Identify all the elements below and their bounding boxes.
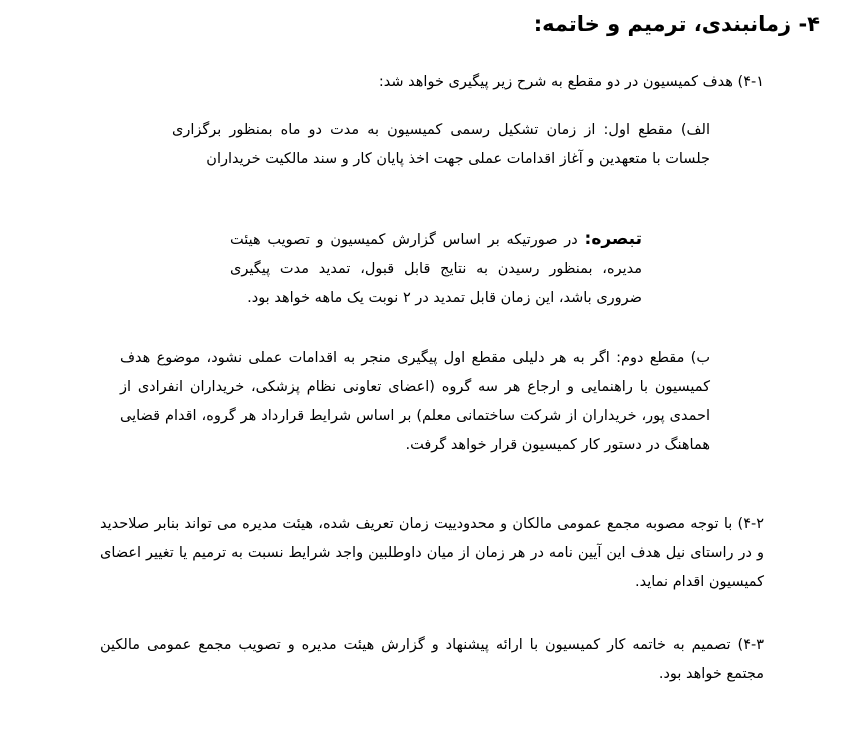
clause-phase-b: ب) مقطع دوم: اگر به هر دلیلی مقطع اول پیگیری منجر به اقدامات عملی نشود، موضوع هدف کمیسیون با راهنمایی و ارجاع هر سه گروه (اعضای تعاونی نظام پزشکی، خریداران انفرادی از احمدی پور، خریداران از شرکت ساختمانی معلم) بر اساس شرایط قرارداد هر گروه، اقدام قضایی هماهنگ در دستور کار کمیسیون قرار خواهد گرفت. xyxy=(120,350,710,453)
note-text: در صورتیکه بر اساس گزارش کمیسیون و تصویب هیئت مدیره، بمنظور رسیدن به نتایج قابل قبول، تمدید مدت پیگیری ضروری باشد، این زمان قابل تمدید در ۲ نوبت یک ماهه خواهد بود. xyxy=(230,232,642,306)
note-paragraph xyxy=(230,225,642,313)
clause-4-2: ۴-۲) با توجه مصوبه مجمع عمومی مالکان و محدودییت زمان تعریف شده، هیئت مدیره می تواند بنابر صلاحدید و در راستای نیل هدف این آیین نامه در هر زمان از میان داوطلبین واجد شرایط نسبت به ترمیم یا تغییر اعضای کمیسیون اقدام نماید. xyxy=(100,516,764,590)
section-heading: ۴- زمانبندی، ترمیم و خاتمه: xyxy=(533,12,820,36)
clause-phase-a: الف) مقطع اول: از زمان تشکیل رسمی کمیسیون به مدت دو ماه بمنظور برگزاری جلسات با متعهدین و آغاز اقدامات عملی جهت اخذ پایان کار و سند مالکیت خریداران xyxy=(172,122,710,167)
clause-4-3: ۴-۳) تصمیم به خاتمه کار کمیسیون با ارائه پیشنهاد و گزارش هیئت مدیره و تصویب مجمع عمومی مالکین مجتمع خواهد بود. xyxy=(100,637,764,682)
clause-4-1: ۴-۱) هدف کمیسیون در دو مقطع به شرح زیر پیگیری خواهد شد: xyxy=(378,74,764,90)
note-label: تبصره: xyxy=(584,229,642,249)
